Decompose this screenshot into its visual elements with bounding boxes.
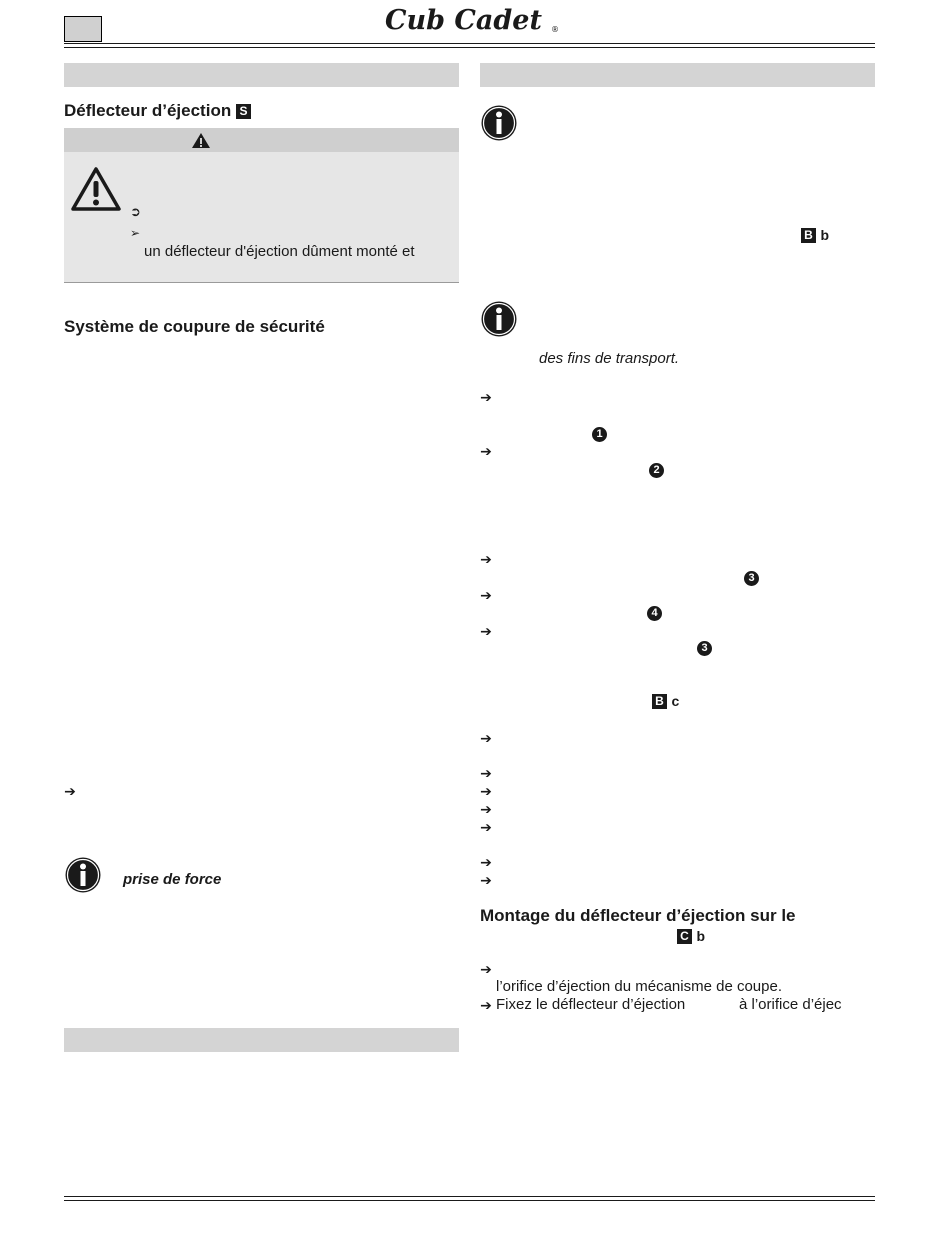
figure-ref-bc <box>652 693 679 711</box>
arrow-right-icon: ➔ <box>480 961 492 977</box>
figure-badge-b: B <box>801 228 816 243</box>
arrow-right-icon: ➔ <box>480 443 492 459</box>
deflector-heading-text: Déflecteur d’éjection <box>64 101 232 120</box>
section-bar-left <box>64 63 459 87</box>
step-number-4: 4 <box>647 606 662 621</box>
arrow-right-icon: ➔ <box>480 551 492 567</box>
warning-small-icon <box>191 132 211 149</box>
chevron-right-icon: ➢ <box>130 226 141 240</box>
step-number-3: 3 <box>744 571 759 586</box>
cub-cadet-logo <box>385 4 560 36</box>
header-rule-bottom <box>64 47 875 48</box>
warning-line: un déflecteur d'éjection dûment monté et <box>144 243 415 260</box>
logo-trademark: ® <box>551 25 559 34</box>
arrow-right-icon: ➔ <box>480 730 492 746</box>
step-number-3b: 3 <box>697 641 712 656</box>
warning-header <box>64 128 459 152</box>
section-bar-left-bottom <box>64 1028 459 1052</box>
footer-rule-bottom <box>64 1200 875 1201</box>
mount-line-2: Fixez le déflecteur d’éjection <box>496 996 686 1013</box>
figure-suffix: b <box>820 227 830 243</box>
arrow-right-icon: ➔ <box>480 819 492 835</box>
mount-line-2b: à l’orifice d’éjec <box>739 996 842 1013</box>
arrow-right-icon: ➔ <box>480 997 492 1013</box>
figure-ref-b <box>801 227 829 245</box>
section-bar-right <box>480 63 875 87</box>
pto-note: prise de force <box>123 871 222 888</box>
info-icon <box>480 104 518 142</box>
safety-cutoff-heading: Système de coupure de sécurité <box>64 317 325 336</box>
step-number-1: 1 <box>592 427 607 442</box>
arrow-right-icon: ➔ <box>480 389 492 405</box>
figure-suffix: b <box>696 928 706 944</box>
arrow-right-icon: ➔ <box>480 587 492 603</box>
arrow-right-icon: ➔ <box>480 623 492 639</box>
figure-badge-s: S <box>236 104 251 119</box>
mount-heading: Montage du déflecteur d’éjection sur le <box>480 906 796 925</box>
arrow-right-icon: ➔ <box>480 872 492 888</box>
mount-line-1: l’orifice d’éjection du mécanisme de coupe. <box>496 978 782 995</box>
logo-text: Cub Cadet <box>385 5 542 36</box>
arrow-right-icon: ➔ <box>64 783 76 799</box>
page-number-tab <box>64 16 102 42</box>
step-number-2: 2 <box>649 463 664 478</box>
arrow-right-icon: ➔ <box>480 783 492 799</box>
transport-note: des fins de transport. <box>539 350 680 367</box>
arrow-right-icon: ➔ <box>480 801 492 817</box>
deflector-heading <box>64 101 251 121</box>
figure-suffix: c <box>671 693 680 709</box>
info-icon <box>64 856 102 894</box>
header-rule-top <box>64 43 875 44</box>
circle-arrow-icon: ➲ <box>130 204 141 219</box>
figure-badge-c: C <box>677 929 692 944</box>
figure-badge-b: B <box>652 694 667 709</box>
arrow-right-icon: ➔ <box>480 765 492 781</box>
info-icon <box>480 300 518 338</box>
figure-ref-cb <box>677 928 705 946</box>
footer-rule-top <box>64 1196 875 1197</box>
warning-triangle-icon <box>70 166 122 212</box>
arrow-right-icon: ➔ <box>480 854 492 870</box>
warning-box <box>64 128 459 283</box>
